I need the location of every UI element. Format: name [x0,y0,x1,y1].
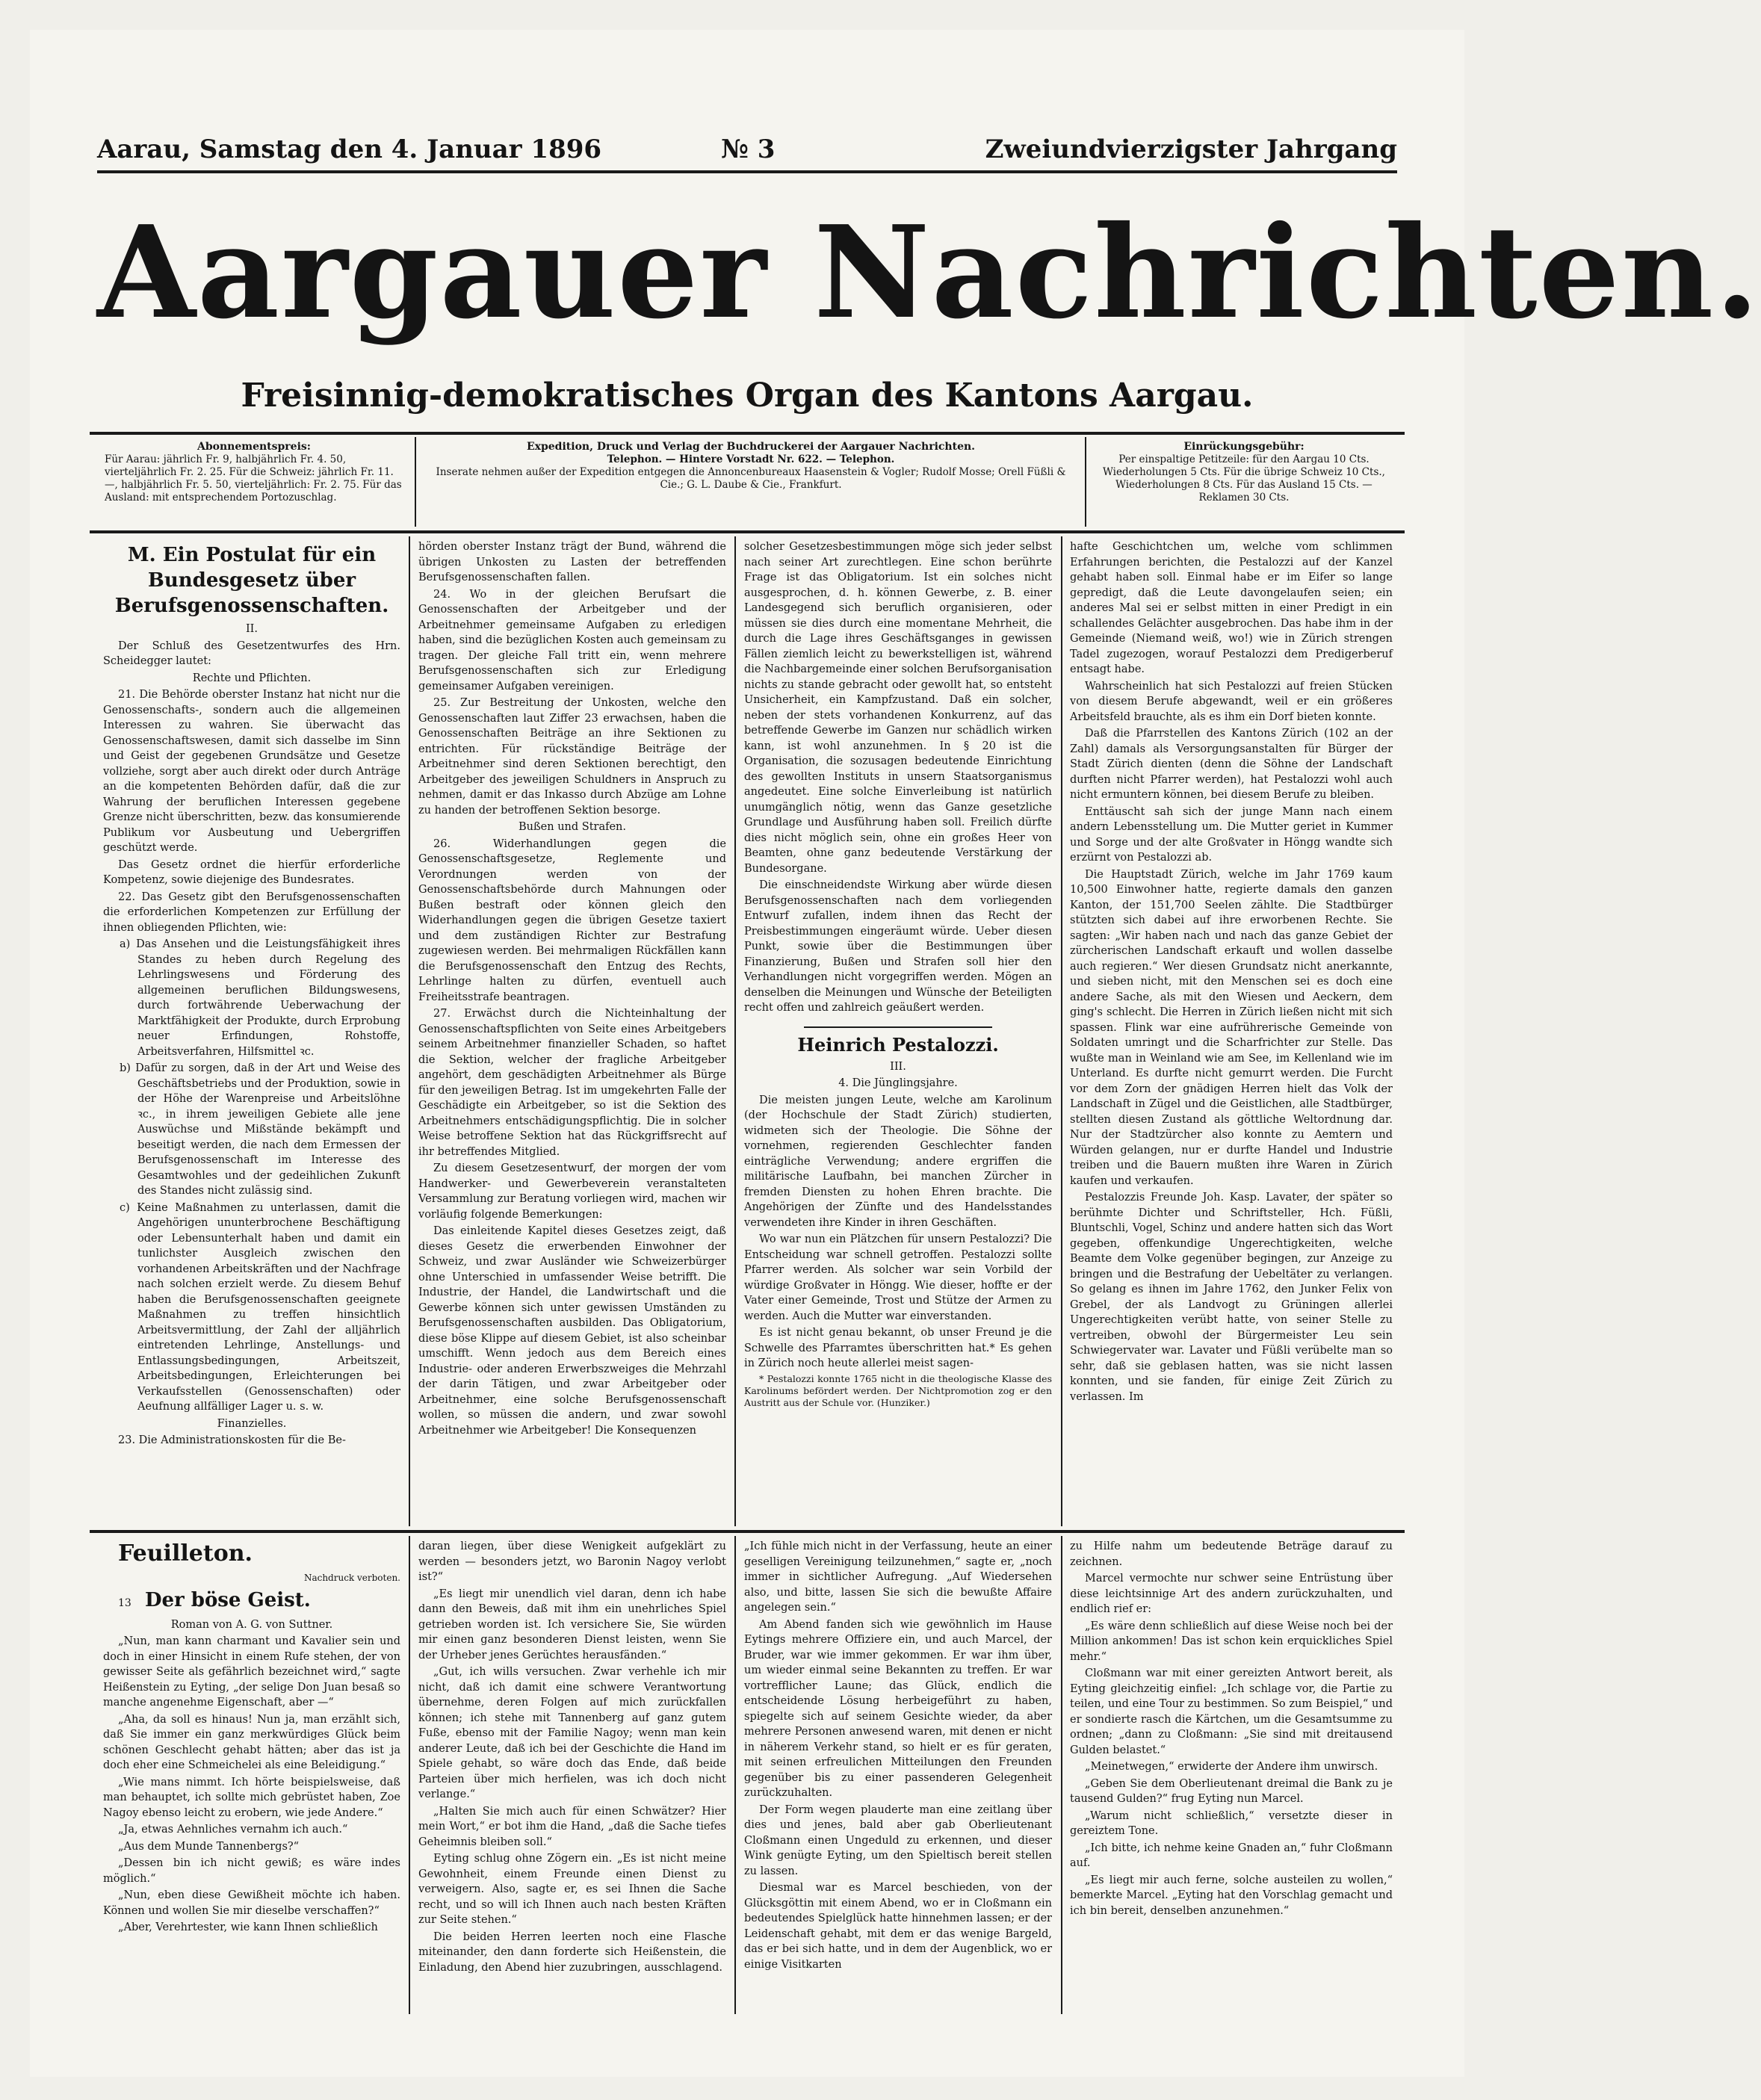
paragraph: Der Schluß des Gesetzentwurfes des Hrn. Scheidegger lautet: [103,639,400,667]
dateline [97,134,1397,172]
paragraph: solcher Gesetzesbestimmungen möge sich jeder selbst nach seiner Art zurechtlegen. Eine schon berührte Frage ist das Obligatorium. Ist ein solches nicht ausgesprochen, d. h. können Gewerbe, z. B. einer Landesgegend sich beruflich organisieren, oder müssen sie dies durch eine momentane Mehrheit, die durch die Lage ihres Geschäftsganges in gewissen Fällen ziemlich leicht zu bewerkstelligen ist, während die Nachbargemeinde einer solchen Berufsorganisation nichts zu stande gebracht oder gewollt hat, so entsteht Unsicherheit, ein Kampfzustand. Daß ein solcher, neben der stets vorhandenen Konkurrenz, auf das betreffende Gewerbe im Ganzen nur schädlich wirken kann, ist wohl anzunehmen. In § 20 ist die Organisation, die sozusagen bedeutende Einrichtung des gewollten Instituts in unsern Staatsorganismus angedeutet. Eine solche Einverleibung ist natürlich unumgänglich nötig, wenn das Ganze gesetzliche Grundlage und Ausführung haben soll. Freilich dürfte dies nicht möglich sein, ohne ein großes Heer von Beamten, ohne ganz bedeutende Verstärkung der Bundesorgane. [744,541,1052,875]
expedition-box [426,441,1076,523]
header-rule-top [97,170,1397,173]
paragraph: 24. Wo in der gleichen Berufsart die Genossenschaften der Arbeitgeber und der Arbeitnehmer gemeinsame Aufgaben zu erledigen haben, sind die bezüglichen Kosten auch gemeinsam zu tragen. Der gleiche Fall tritt ein, wenn mehrere Berufsgenossenschaften sich zur Erledigung gemeinsamer Aufgaben vereinigen. [418,588,726,693]
feuilleton-divider-3 [1061,1536,1062,2014]
feuilleton-rule [90,1530,1405,1533]
paragraph: Die meisten jungen Leute, welche am Karolinum (der Hochschule der Stadt Zürich) studierten, widmeten sich der Theologie. Die Söhne der vornehmen, regierenden Geschlechter fanden einträgliche Verwendung; andere ergriffen die militärische Laufbahn, bei manchen Zürcher in fremden Diensten zu hohen Ehren brachte. Die Angehörigen der Zünfte und des Handelsstandes verwendeten ihre Kinder in ihren Geschäften. [744,1094,1052,1229]
insertion-text: Per einspaltige Petitzeile: für den Aargau 10 Cts. Wiederholungen 5 Cts. Für die übrige Schweiz 10 Cts., Wiederholungen 8 Cts. Für das Ausland 15 Cts. — Reklamen 30 Cts. [1103,453,1385,504]
paragraph: „Wie mans nimmt. Ich hörte beispielsweise, daß man behauptet, ich sollte mich gebrüstet haben, Zoe Nagoy ebenso leicht zu erobern, wie jede Andere.“ [103,1776,400,1819]
paragraph: „Aha, da soll es hinaus! Nun ja, man erzählt sich, daß Sie immer ein ganz merkwürdiges Glück beim schönen Geschlecht gehabt hätten; aber das ist ja doch eher eine Schmeichelei als eine Beleidigung.“ [103,1713,400,1771]
story-title [103,1588,400,1616]
insertion-box [1095,441,1393,523]
paragraph: „Nun, eben diese Gewißheit möchte ich haben. Können und wollen Sie mir dieselbe verschaffen?“ [103,1889,400,1917]
list-item: c) Keine Maßnahmen zu unterlassen, damit die Angehörigen ununterbrochene Beschäftigung oder Lebensunterhalt haben und damit ein tunlichster Ausgleich zwischen den vorhandenen Arbeitskräften und der Nachfrage nach solchen erzielt werde. Zu diesem Behuf haben die Berufsgenossenschaften geeignete Maßnahmen zu treffen hinsichtlich Arbeitsvermittlung, der Zahl der alljährlich eintretenden Lehrlinge, Anstellungs- und Entlassungsbedingungen, Arbeitszeit, Arbeitsbedingungen, Erleichterungen bei Verkaufsstellen (Genossenschaften) oder Aeufnung allfälliger Lager u. s. w. [120,1201,400,1413]
paragraph: „Geben Sie dem Oberlieutenant dreimal die Bank zu je tausend Gulden?“ frug Eyting nun Marcel. [1070,1777,1393,1805]
paragraph: 25. Zur Bestreitung der Unkosten, welche den Genossenschaften laut Ziffer 23 erwachsen, haben die Genossenschaften Beiträge an ihre Sektionen zu entrichten. Für rückständige Beiträge der Arbeitnehmer sind deren Sektionen berechtigt, den Arbeitgeber des jeweiligen Schuldners in Anspruch zu nehmen, damit er das Inkasso durch Abzüge am Lohne zu handen der betroffenen Sektion besorge. [418,697,726,817]
article-part: II. [245,623,259,635]
paragraph: hafte Geschichtchen um, welche vom schlimmen Erfahrungen berichten, die Pestalozzi auf der Kanzel gehabt haben soll. Einmal habe er im Eifer so lange gepredigt, daß die Leute davongelaufen seien; ein anderes Mal sei er selbst mitten in einer Predigt in ein schallendes Gelächter ausgebrochen. Das habe ihm in der Gemeinde (Niemand weiß, wo!) wie in Zürich strengen Tadel zugezogen, worauf Pestalozzi dem Predigerberuf entsagt habe. [1070,541,1393,675]
paragraph: „Gut, ich wills versuchen. Zwar verhehle ich mir nicht, daß ich damit eine schwere Verantwortung übernehme, deren Folgen auf mich zurückfallen können; ich stehe mit Tannenberg auf ganz gutem Fuße, ebenso mit der Familie Nagoy; wenn man kein anderer Leute, daß ich bei der Geschichte die Hand im Spiele gehabt, so wäre doch das Ende, daß beide Parteien über mich herfielen, was ich doch nicht verlange.“ [418,1666,726,1800]
col-divider-1 [409,536,410,1526]
feuilleton-divider-1 [409,1536,410,2014]
paragraph: „Meinetwegen,“ erwiderte der Andere ihm unwirsch. [1085,1761,1378,1773]
expedition-title: Expedition, Druck und Verlag der Buchdruckerei der Aargauer Nachrichten. [526,441,976,453]
paragraph: 21. Die Behörde oberster Instanz hat nicht nur die Genossenschafts-, sondern auch die allgemeinen Interessen zu wahren. Sie überwacht das Genossenschaftswesen, damit sich dasselbe im Sinn und Geist der gegebenen Grundsätze und Gesetze vollziehe, sorgt aber auch direkt oder durch Anträge an die kompetenten Behörden dafür, daß die zur Wahrung der beruflichen Interessen gegebene Grenze nicht überschritten, bezw. das konsumierende Publikum vor Ausbeutung und Uebergriffen geschützt werde. [103,689,400,854]
paragraph: „Nun, man kann charmant und Kavalier sein und doch in einer Hinsicht in einem Rufe stehen, der von gewisser Seite als gefährlich bezeichnet wird,“ sagte Heißenstein zu Eyting, „der selige Don Juan besaß so manche angenehme Eigenschaft, aber —“ [103,1635,400,1709]
section-heading: Finanzielles. [217,1417,287,1430]
feuilleton-divider-2 [734,1536,736,2014]
article-column-1 [103,539,400,1526]
story-title-text: Der böse Geist. [144,1588,311,1611]
list-item: b) Dafür zu sorgen, daß in der Art und Weise des Geschäftsbetriebs und der Produktion, sowie in der Höhe der Warenpreise und Arbeitslöhne ꝛc., in ihrem jeweiligen Gebiete alle jene Auswüchse und Mißstände bekämpft und beseitigt werden, die nach dem Ermessen der Berufsgenossenschaft im Interesse des Gesamtwohles und der gedeihlichen Zukunft des Standes nicht zulässig sind. [120,1062,400,1197]
paragraph: „Ich bitte, ich nehme keine Gnaden an,“ fuhr Cloßmann auf. [1070,1842,1393,1869]
paragraph: Eyting schlug ohne Zögern ein. „Es ist nicht meine Gewohnheit, einem Freunde einen Dienst zu verweigern. Also, sagte er, es sei Ihnen die Sache recht, und so will ich Ihnen auch nach besten Kräften zur Seite stehen.“ [418,1853,726,1926]
paragraph: Die einschneidendste Wirkung aber würde diesen Berufsgenossenschaften nach dem vorliegenden Entwurf zufallen, indem ihnen das Recht der Preisbestimmungen eingeräumt würde. Ueber diesen Punkt, sowie über die Bestimmungen über Finanzierung, Bußen und Strafen soll hier den Verhandlungen nicht vorgegriffen werden. Mögen an denselben die Meinungen und Wünsche der Beteiligten recht offen und zahlreich geäußert werden. [744,879,1052,1014]
feuilleton-column-4 [1070,1539,1393,2017]
masthead-title: Aargauer Nachrichten. [97,198,1761,347]
paragraph: „Es wäre denn schließlich auf diese Weise noch bei der Million ankommen! Das ist schon kein erquickliches Spiel mehr.“ [1070,1620,1393,1663]
paragraph: 22. Das Gesetz gibt den Berufsgenossenschaften die erforderlichen Kompetenzen zur Erfüllung der ihnen obliegenden Pflichten, wie: [103,891,400,934]
paragraph: Enttäuscht sah sich der junge Mann nach einem andern Lebensstellung um. Die Mutter geriet in Kummer und Sorge und der alte Großvater in Höngg wandte sich erzürnt von Pestalozzi ab. [1070,805,1393,864]
paragraph: zu Hilfe nahm um bedeutende Beträge darauf zu zeichnen. [1070,1540,1393,1568]
reprint-notice: Nachdruck verboten. [303,1573,400,1583]
section-heading: Bußen und Strafen. [518,821,626,833]
paragraph: Der Form wegen plauderte man eine zeitlang über dies und jenes, bald aber gab Oberlieutenant Cloßmann einen Ungeduld zu erkennen, und dieser Wink genügte Eyting, um den Spieltisch bereit stellen zu lassen. [744,1803,1052,1877]
paragraph: Die Hauptstadt Zürich, welche im Jahr 1769 kaum 10,500 Einwohner hatte, regierte damals den ganzen Kanton, der 151,700 Seelen zählte. Die Stadtbürger stützten sich dabei auf ihre erworbenen Rechte. Sie sagten: „Wir haben nach und nach das ganze Gebiet der zürcherischen Landschaft erkauft und wollen dasselbe auch regieren.“ Wer diesen Grundsatz nicht anerkannte, und sieben nicht, mit den Menschen sei es doch eine andere Sache, als mit den Wiesen und Aeckern, dem ging's schlecht. Die Herren in Zürich ließen nicht mit sich spassen. Flink war eine aufrührerische Gemeinde von Soldaten umringt und die Scharfrichter zur Stelle. Das wußte man in Weinland wie am See, im Kellenland wie im Unterland. Es durfte nicht gemurrt werden. Die Furcht vor dem Zorn der gnädigen Herren hielt das Volk der Landschaft in Zügel und die Geistlichen, alle Stadtbürger, stellten diesen Zustand als göttliche Weltordnung dar. Nur der Stadtzürcher also konnte zu Aemtern und Würden gelangen, nur er durfte Handel und Industrie treiben und die Bauern mußten ihre Waren in Zürich kaufen und verkaufen. [1070,868,1393,1187]
col-divider-2 [734,536,736,1526]
story-byline: Roman von A. G. von Suttner. [170,1618,333,1631]
paragraph: Daß die Pfarrstellen des Kantons Zürich (102 an der Zahl) damals als Versorgungsanstalten für Bürger der Stadt Zürich dienten (denn die Söhne der Landschaft durften nicht Pfarrer werden), hat Pestalozzi wohl auch nicht ermuntern können, bei diesem Berufe zu bleiben. [1070,728,1393,801]
paragraph: „Warum nicht schließlich,“ versetzte dieser in gereiztem Tone. [1070,1809,1393,1837]
paragraph: „Ja, etwas Aehnliches vernahm ich auch.“ [118,1824,348,1836]
paragraph: daran liegen, über diese Wenigkeit aufgeklärt zu werden — besonders jetzt, wo Baronin Nagoy verlobt ist?“ [418,1540,726,1583]
footnote: * Pestalozzi konnte 1765 nicht in die theologische Klasse des Karolinums befördert werden. Der Nichtpromotion zog er den Austritt aus der Schule vor. (Hunziker.) [744,1372,1052,1408]
feuilleton-column-2 [418,1539,726,2017]
paragraph: „Es liegt mir unendlich viel daran, denn ich habe dann den Beweis, daß mit ihm ein unehrliches Spiel getrieben worden ist. Ich versichere Sie, Sie würden mir einen ganz besonderen Dienst leisten, wenn Sie der Urheber jenes Gerüchtes herausfänden.“ [418,1588,726,1661]
pestalozzi-section: 4. Die Jünglingsjahre. [838,1077,958,1089]
feuilleton-title: Feuilleton. [118,1540,253,1567]
paragraph: Pestalozzis Freunde Joh. Kasp. Lavater, der später so berühmte Dichter und Schriftsteller, Hch. Füßli, Bluntschli, Vogel, Schinz und andere hatten sich das Wort gegeben, offenkundige Ungerechtigkeiten, welche Beamte dem Volke gegenüber begingen, zur Anzeige zu bringen und die Bestrafung der Uebeltäter zu verlangen. So gelang es ihnen im Jahre 1762, den Junker Felix von Grebel, der als Landvogt zu Grüningen allerlei Ungerechtigkeiten verübt hatte, von seiner Stelle zu vertreiben, obwohl der Bürgermeister Leu sein Schwiegervater war. Lavater und Füßli verübelte man so sehr, daß sie geblasen hatten, was sie nicht lassen konnten, und sie fanden, für einige Zeit Zürich zu verlassen. Im [1070,1192,1393,1403]
volume-year: Zweiundvierzigster Jahrgang [985,134,1397,164]
installment-number: 13 [118,1596,131,1609]
article-separator [804,1020,992,1028]
paragraph: Wo war nun ein Plätzchen für unsern Pestalozzi? Die Entscheidung war schnell getroffen. Pestalozzi sollte Pfarrer werden. Als solcher war sein Vorbild der würdige Großvater in Höngg. Wie dieser, hoffte er der Vater einer Gemeinde, Trost und Stütze der Armen zu werden. Auch die Mutter war einverstanden. [744,1233,1052,1322]
issue-date: Aarau, Samstag den 4. Januar 1896 [97,134,602,164]
paragraph: Das einleitende Kapitel dieses Gesetzes zeigt, daß dieses Gesetz die erwerbenden Einwohner der Schweiz, und zwar Ausländer wie Schweizerbürger ohne Unterschied in umfassender Weise betrifft. Die Industrie, der Handel, die Landwirtschaft und die Gewerbe können sich unter gewissen Umständen zu Berufsgenossenschaften ausbilden. Das Obligatorium, diese böse Klippe auf diesem Gebiet, ist also scheinbar umschifft. Wenn jedoch aus dem Bereich eines Industrie- oder anderen Erwerbszweiges die Mehrzahl der darin Tätigen, und zwar Arbeitgeber oder Arbeitnehmer, eine solche Berufsgenossenschaft wollen, so müssen die andern, und zwar sowohl Arbeitnehmer wie Arbeitgeber! Die Konsequenzen [418,1225,726,1437]
info-rule-bottom [90,530,1405,533]
list-item: a) Das Ansehen und die Leistungsfähigkeit ihres Standes zu heben durch Regelung des Lehrlingswesens und Förderung des allgemeinen beruflichen Bildungswesens, durch fortwährende Ueberwachung der Marktfähigkeit der Produkte, durch Erprobung neuer Erfindungen, Rohstoffe, Arbeitsverfahren, Hilfsmittel ꝛc. [120,938,400,1058]
expedition-text: Inserate nehmen außer der Expedition entgegen die Annoncenbureaux Haasenstein & Vogler; Rudolf Mosse; Orell Füßli & Cie.; G. L. Daube & Cie., Frankfurt. [436,466,1066,491]
info-rule-top [90,432,1405,435]
article-column-4 [1070,539,1393,1526]
paragraph: 26. Widerhandlungen gegen die Genossenschaftsgesetze, Reglemente und Verordnungen werden von der Genossenschaftsbehörde durch Mahnungen oder Bußen bestraft oder können gleich den Widerhandlungen gegen die übrigen Gesetze taxiert und dem zuständigen Richter zur Bestrafung zugewiesen werden. Bei mehrmaligen Rückfällen kann die Berufsgenossenschaft den Entzug des Rechts, Lehrlinge halten zu dürfen, eventuell auch Freiheitsstrafe beantragen. [418,837,726,1003]
subscription-box [105,441,403,523]
subscription-title: Abonnementspreis: [197,441,311,453]
pestalozzi-heading: Heinrich Pestalozzi. [797,1033,999,1056]
paragraph: Die beiden Herren leerten noch eine Flasche miteinander, den dann forderte sich Heißenstein, die Einladung, den Abend hier zuzubringen, ausschlagend. [418,1930,726,1974]
col-divider-3 [1061,536,1062,1526]
paragraph: Cloßmann war mit einer gereizten Antwort bereit, als Eyting gleichzeitig einfiel: „Ich schlage vor, die Partie zu teilen, und eine Tour zu bestimmen. So zum Beispiel,“ und er sondierte rasch die Kärtchen, um die Gesamtsumme zu ordnen; „dann zu Cloßmann: „Sie sind mit dreitausend Gulden belastet.“ [1070,1667,1393,1756]
feuilleton-column-1 [103,1539,400,2017]
article-heading: M. Ein Postulat für ein Bundesgesetz über Berufsgenossenschaften. [114,544,389,617]
paragraph: „Halten Sie mich auch für einen Schwätzer? Hier mein Wort,“ er bot ihm die Hand, „daß die Sache tiefes Geheimnis bleiben soll.“ [418,1805,726,1848]
paragraph: 27. Erwächst durch die Nichteinhaltung der Genossenschaftspflichten von Seite eines Arbeitgebers seinem Arbeitnehmer finanzieller Schaden, so haftet die Sektion, welcher der fragliche Arbeitgeber angehört, dem geschädigten Arbeitnehmer als Bürge für den jeweiligen Betrag. Ist im umgekehrten Falle der Geschädigte ein Arbeitgeber, so ist die Sektion des Arbeitnehmers entschädigungspflichtig. Die in solcher Weise betroffene Sektion hat das Rückgriffsrecht auf ihr betreffendes Mitglied. [418,1008,726,1158]
info-divider-1 [415,437,416,527]
paragraph: „Ich fühle mich nicht in der Verfassung, heute an einer geselligen Vereinigung teilzunehmen,“ sagte er, „noch immer in sichtlicher Aufregung. „Auf Wiedersehen also, und bitte, lassen Sie sich die bewußte Affaire angelegen sein.“ [744,1540,1052,1614]
paragraph: „Dessen bin ich nicht gewiß; es wäre indes möglich.“ [103,1857,400,1885]
subscription-text: Für Aarau: jährlich Fr. 9, halbjährlich Fr. 4. 50, vierteljährlich Fr. 2. 25. Für die Schweiz: jährlich Fr. 11. —, halbjährlich Fr. 5. 50, vierteljährlich: Fr. 2. 75. Für das Ausland: mit entsprechendem Portozuschlag. [105,453,402,504]
paragraph: Es ist nicht genau bekannt, ob unser Freund je die Schwelle des Pfarramtes überschritten hat.* Es gehen in Zürich noch heute allerlei meist sagen- [744,1327,1052,1369]
paragraph: „Es liegt mir auch ferne, solche austeilen zu wollen,“ bemerkte Marcel. „Eyting hat den Vorschlag gemacht und ich bin bereit, denselben anzunehmen.“ [1070,1874,1393,1917]
paragraph: Am Abend fanden sich wie gewöhnlich im Hause Eytings mehrere Offiziere ein, und auch Marcel, der Bruder, war wie immer gekommen. Er war ihm über, um wieder einmal seine Bekannten zu treffen. Er war vortrefflicher Laune; das Glück, endlich die entscheidende Lösung herbeigeführt zu haben, spiegelte sich auf seinem Gesichte wieder, da aber mehrere Personen anwesend waren, mit denen er nicht in näherem Verkehr stand, so hielt er es für geraten, mit seinen erfreulichen Mitteilungen den Freunden gegenüber bis zu einer passenderen Gelegenheit zurückzuhalten. [744,1618,1052,1799]
feuilleton-column-3 [744,1539,1052,2017]
info-divider-2 [1085,437,1086,527]
paragraph: Wahrscheinlich hat sich Pestalozzi auf freien Stücken von diesem Berufe abgewandt, weil er ein größeres Arbeitsfeld brauchte, als es ihm ein Dorf bieten konnte. [1070,680,1393,723]
insertion-title: Einrückungsgebühr: [1183,441,1304,453]
expedition-phone: Telephon. — Hintere Vorstadt Nr. 622. — Telephon. [607,453,895,465]
paragraph: Marcel vermochte nur schwer seine Entrüstung über diese leichtsinnige Art des andern zurückzuhalten, und endlich rief er: [1070,1573,1393,1615]
paragraph: Diesmal war es Marcel beschieden, von der Glücksgöttin mit einem Abend, wo er in Cloßmann ein bedeutendes Spielglück hatte hinnehmen lassen; er der Leidenschaft gehabt, mit dem er das wenige Bargeld, das er bei sich hatte, und in dem der Augenblick, wo er einige Visitkarten [744,1882,1052,1971]
section-heading: Rechte und Pflichten. [192,672,312,684]
paragraph: Das Gesetz ordnet die hierfür erforderliche Kompetenz, sowie diejenige des Bundesrates. [103,858,400,886]
paragraph: „Aber, Verehrtester, wie kann Ihnen schließlich [118,1921,378,1933]
article-column-3 [744,539,1052,1526]
paragraph: Zu diesem Gesetzesentwurf, der morgen der vom Handwerker- und Gewerbeverein veranstalteten Versammlung zur Beratung vorliegen wird, machen wir vorläufig folgende Bemerkungen: [418,1162,726,1221]
paragraph: „Aus dem Munde Tannenbergs?“ [118,1840,300,1853]
article-column-2 [418,539,726,1526]
pestalozzi-part: III. [890,1060,906,1073]
paragraph: hörden oberster Instanz trägt der Bund, während die übrigen Unkosten zu Lasten der betreffenden Berufsgenossenschaften fallen. [418,541,726,583]
paragraph: 23. Die Administrationskosten für die Be- [118,1434,346,1446]
issue-number: № 3 [721,134,776,164]
masthead-subtitle: Freisinnig-demokratisches Organ des Kantons Aargau. [241,377,1254,415]
